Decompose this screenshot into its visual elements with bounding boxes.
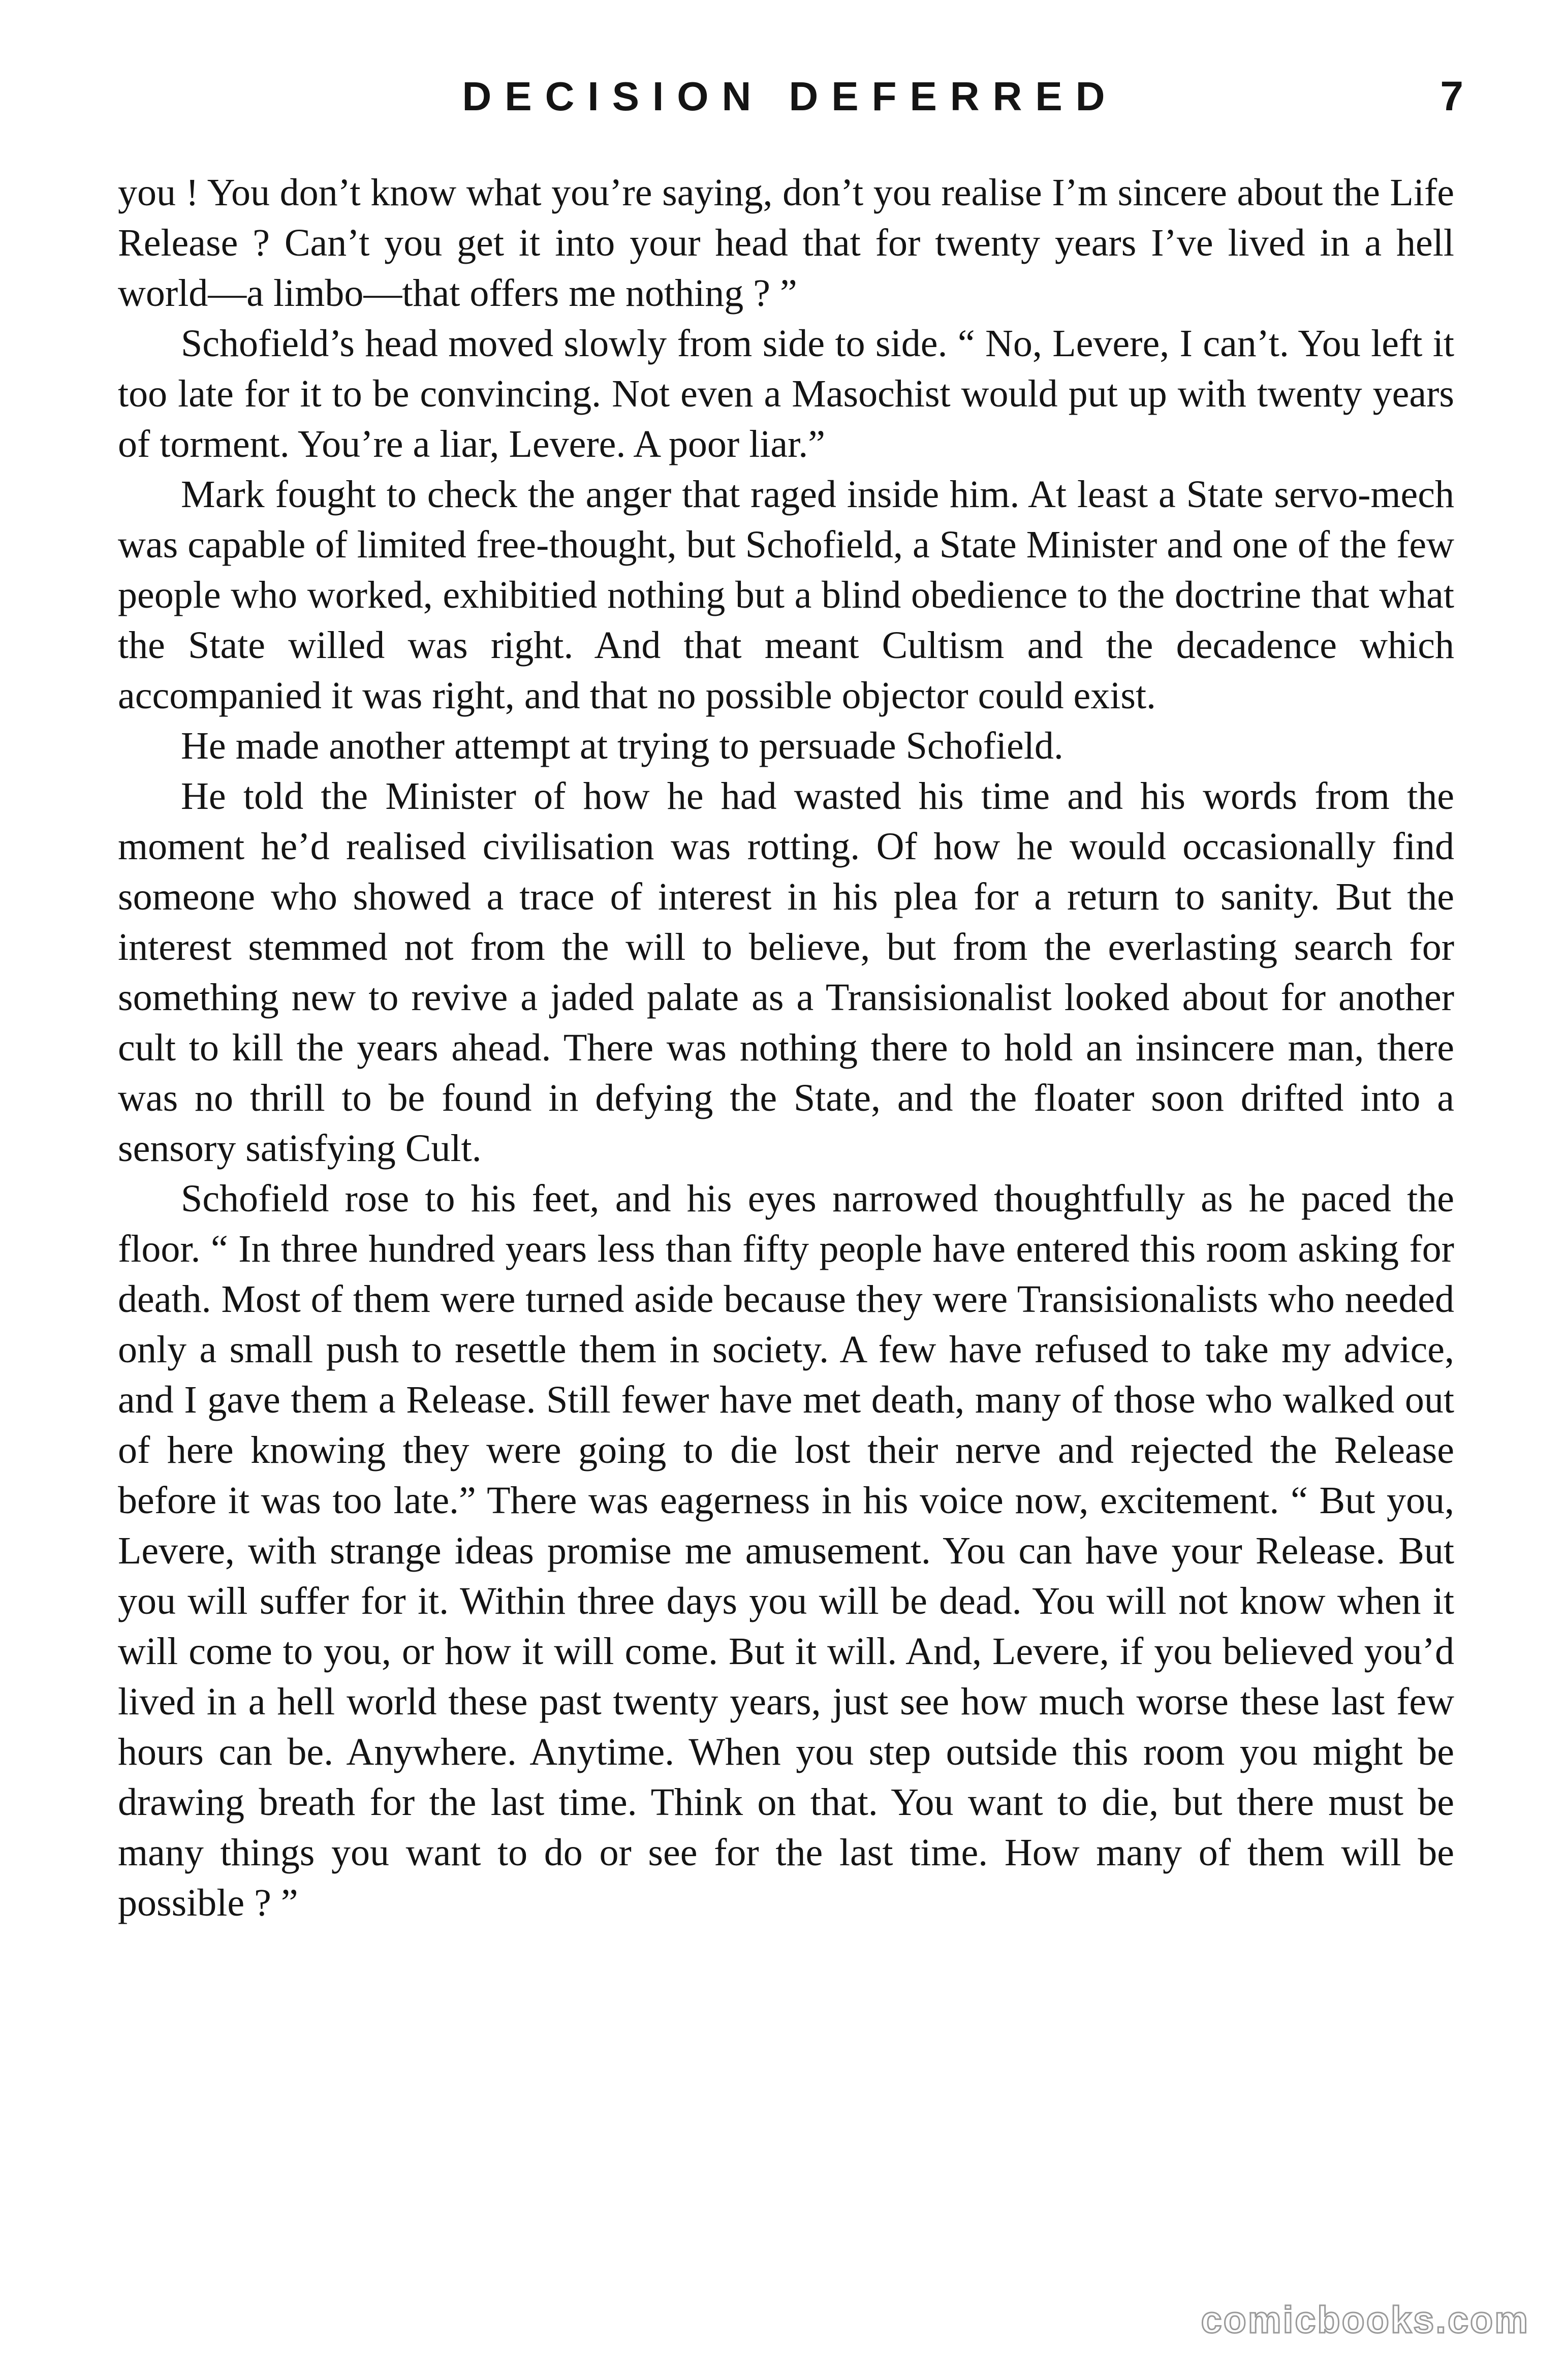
- paragraph-continuation: you ! You don’t know what you’re saying, don’t you realise I’m sincere about the Life Release ? Can’t you get it into your head that for twenty years I’ve lived in a hell world—a limbo—that offers me nothing ? ”: [118, 171, 1454, 315]
- paragraph: Schofield’s head moved slowly from side to side. “ No, Levere, I can’t. You left it too late for it to be convincing. Not even a Masochist would put up with twenty years of torment. You’re a liar, Levere. A poor liar.”: [118, 322, 1454, 465]
- paragraph: Schofield rose to his feet, and his eyes narrowed thoughtfully as he paced the floor. “ In three hundred years less than fifty people have entered this room asking for death. Most of them were turned aside because they were Transisionalists who needed only a small push to resettle them in society. A few have refused to take my advice, and I gave them a Release. Still fewer have met death, many of those who walked out of here knowing they were going to die lost their nerve and rejected the Release before it was too late.” There was eagerness in his voice now, excitement. “ But you, Levere, with strange ideas promise me amusement. You can have your Release. But you will suffer for it. Within three days you will be dead. You will not know when it will come to you, or how it will come. But it will. And, Levere, if you believed you’d lived in a hell world these past twenty years, just see how much worse these last few hours can be. Anywhere. Anytime. When you step outside this room you might be drawing breath for the last time. Think on that. You want to die, but there must be many things you want to do or see for the last time. How many of them will be possible ? ”: [118, 1177, 1454, 1924]
- paragraph: Mark fought to check the anger that raged inside him. At least a State servo-mech was capable of limited free-thought, but Schofield, a State Minister and one of the few people who worked, exhibitied nothing but a blind obedience to the doctrine that what the State willed was right. And that meant Cultism and the decadence which accompanied it was right, and that no possible objector could exist.: [118, 473, 1454, 717]
- paragraph: He made another attempt at trying to persuade Schofield.: [181, 725, 1063, 767]
- running-head: [117, 66, 1463, 127]
- page-number: 7: [1440, 73, 1463, 119]
- body-text: [118, 168, 1454, 1928]
- paragraph: He told the Minister of how he had wasted his time and his words from the moment he’d realised civilisation was rotting. Of how he would occasionally find someone who showed a trace of interest in his plea for a return to sanity. But the interest stemmed not from the will to believe, but from the everlasting search for something new to revive a jaded palate as a Transisionalist looked about for another cult to kill the years ahead. There was nothing there to hold an insincere man, there was no thrill to be found in defying the State, and the floater soon drifted into a sensory satisfying Cult.: [118, 775, 1454, 1170]
- source-watermark: comicbooks.com: [1201, 2299, 1529, 2341]
- running-title: DECISION DEFERRED: [462, 74, 1118, 119]
